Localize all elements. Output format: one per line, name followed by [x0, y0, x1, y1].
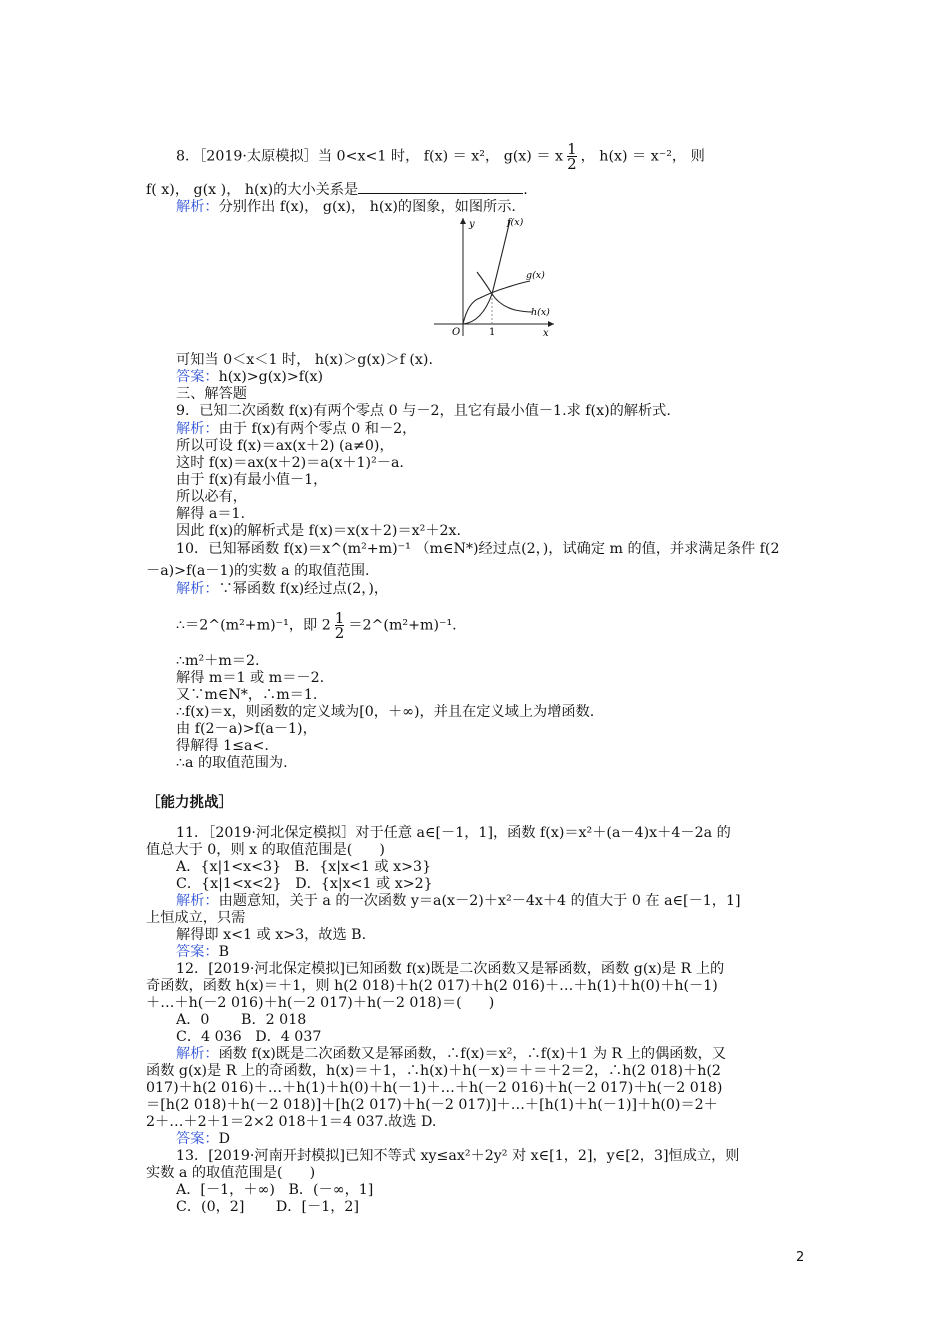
tick-1-label: 1: [489, 327, 496, 338]
q8-stem-line1: [176, 142, 705, 171]
q10-solution-line5: 又∵m∈N*，∴m＝1.: [176, 687, 318, 703]
q10-solution-line6: ∴f(x)＝x，则函数的定义域为[0，＋∞)，并且在定义域上为增函数.: [176, 704, 595, 720]
q8-text-b: ， h(x) ＝ x⁻²， 则: [580, 148, 705, 165]
q11-stem-line2: 值总大于 0，则 x 的取值范围是( ): [146, 842, 385, 858]
q13-options-cd: C．(0，2] D．[－1，2]: [176, 1199, 359, 1215]
y-axis-label: y: [469, 219, 475, 230]
q10-solution-line3: ∴m²＋m＝2.: [176, 653, 260, 669]
q12-solution-line2: 函数 g(x)是 R 上的奇函数，h(x)＝＋1，∴h(x)＋h(－x)＝＋＝＋2＝2，∴h(2 018)＋h(2: [146, 1063, 721, 1079]
q12-options-cd: C．4 036 D．4 037: [176, 1029, 322, 1045]
q12-solution-line3: 017)＋h(2 016)＋…＋h(1)＋h(0)＋h(－1)＋…＋h(－2 016)＋h(－2 017)＋h(－2 018): [146, 1080, 723, 1096]
q10-solution-line2: ∴＝2^(m²+m)⁻¹，即 2 $\frac{1}{2}$ ＝2^(m²+m)⁻¹.: [176, 609, 457, 642]
x-axis-label: x: [543, 328, 549, 339]
q10-solution-line4: 解得 m＝1 或 m＝－2.: [176, 670, 325, 686]
q9-solution-line7: 因此 f(x)的解析式是 f(x)＝x(x＋2)＝x²＋2x.: [176, 523, 462, 539]
q8-fraction: $\frac{1}{2}$: [567, 140, 577, 173]
solution-label: 解析：: [176, 581, 219, 597]
curve-f: [463, 220, 510, 324]
q11-solution-line1: 解析：由题意知，关于 a 的一次函数 y＝a(x－2)＋x²－4x＋4 的值大于 0 在 a∈[－1，1]: [176, 893, 741, 909]
q12-options-ab: A．0 B．2 018: [176, 1012, 307, 1028]
q8-answer: 答案：h(x)>g(x)>f(x): [176, 369, 324, 385]
answer-blank: [358, 180, 523, 194]
q10-stem-line2: －a)>f(a－1)的实数 a 的取值范围.: [146, 563, 370, 579]
q12-stem-line3: ＋…＋h(－2 016)＋h(－2 017)＋h(－2 018)＝( ): [146, 995, 495, 1011]
q8-text-a: 8．［2019·太原模拟］当 0<x<1 时， f(x) ＝ x²， g(x) ＝ x: [176, 148, 564, 165]
q11-solution-line2: 上恒成立，只需: [146, 910, 246, 926]
q12-solution-line5: 2＋…＋2＋1＝2×2 018＋1＝4 037.故选 D.: [146, 1114, 437, 1130]
function-graph: [430, 212, 560, 340]
q10-fraction: $\frac{1}{2}$: [334, 609, 345, 642]
q11-solution-line3: 解得即 x<1 或 x>3，故选 B.: [176, 927, 367, 943]
q11-options-cd: C．{x|1<x<2} D．{x|x<1 或 x>2}: [176, 876, 433, 892]
page-number: 2: [796, 1250, 805, 1265]
q9-solution-line4: 由于 f(x)有最小值－1，: [176, 472, 328, 488]
q11-answer: 答案：B: [176, 944, 230, 960]
q9-solution-line6: 解得 a＝1.: [176, 506, 246, 522]
solution-label: 解析：: [176, 199, 219, 215]
q12-solution-line1: 解析：函数 f(x)既是二次函数又是幂函数，∴f(x)＝x²，∴f(x)＋1 为 R 上的偶函数，又: [176, 1046, 727, 1062]
answer-label: 答案：: [176, 1131, 219, 1147]
solution-label: 解析：: [176, 421, 219, 437]
q12-stem-line2: 奇函数，函数 h(x)＝＋1，则 h(2 018)＋h(2 017)＋h(2 016)＋…＋h(1)＋h(0)＋h(－1): [146, 978, 718, 994]
q10-solution-line1: 解析：∵幂函数 f(x)经过点(2，)，: [176, 581, 389, 597]
solution-label: 解析：: [176, 893, 219, 909]
answer-label: 答案：: [176, 944, 219, 960]
q13-stem-line1: 13．[2019·河南开封模拟]已知不等式 xy≤ax²＋2y² 对 x∈[1，2]，y∈[2，3]恒成立，则: [176, 1148, 740, 1164]
q11-stem-line1: 11．［2019·河北保定模拟］对于任意 a∈[－1，1]，函数 f(x)＝x²＋(a－4)x＋4－2a 的: [176, 825, 731, 841]
h-label: h(x): [531, 307, 550, 318]
q9-stem: 9．已知二次函数 f(x)有两个零点 0 与－2，且它有最小值－1.求 f(x)的解析式.: [176, 403, 671, 419]
origin-label: O: [452, 327, 461, 338]
q13-options-ab: A．[－1，＋∞) B．(－∞，1]: [176, 1182, 374, 1198]
q10-solution-line9: ∴a 的取值范围为.: [176, 755, 288, 771]
q9-solution-line1: 解析：由于 f(x)有两个零点 0 和－2，: [176, 421, 417, 437]
q9-solution-line3: 这时 f(x)＝ax(x＋2)＝a(x＋1)²－a.: [176, 455, 404, 471]
g-label: g(x): [526, 270, 545, 281]
q12-solution-line4: ＝[h(2 018)＋h(－2 018)]＋[h(2 017)＋h(－2 017)]＋…＋[h(1)＋h(－1)]＋h(0)＝2＋: [146, 1097, 718, 1113]
q8-solution: 解析：分别作出 f(x)， g(x)， h(x)的图象，如图所示.: [176, 199, 516, 215]
curve-h: [477, 272, 532, 312]
answer-label: 答案：: [176, 369, 219, 385]
q13-stem-line2: 实数 a 的取值范围是( ): [146, 1165, 316, 1181]
q9-solution-line2: 所以可设 f(x)＝ax(x＋2) (a≠0)，: [176, 438, 394, 454]
q11-options-ab: A．{x|1<x<3} B．{x|x<1 或 x>3}: [176, 859, 432, 875]
q9-solution-line5: 所以必有，: [176, 489, 247, 505]
q8-conclusion: 可知当 0＜x＜1 时， h(x)＞g(x)＞f (x).: [176, 352, 433, 368]
q10-solution-line7: 由 f(2－a)>f(a－1)，: [176, 721, 317, 737]
curve-g: [463, 281, 530, 324]
q8-stem-line2: f( x)， g(x )， h(x)的大小关系是 .: [146, 182, 528, 198]
q12-answer: 答案：D: [176, 1131, 230, 1147]
q12-stem-line1: 12．[2019·河北保定模拟]已知函数 f(x)既是二次函数又是幂函数，函数 g(x)是 R 上的: [176, 961, 725, 977]
solution-label: 解析：: [176, 1046, 219, 1062]
f-label: f(x): [507, 217, 524, 228]
section-heading-ability: ［能力挑战］: [146, 794, 233, 811]
section-heading-3: 三、解答题: [176, 386, 247, 402]
q10-stem-line1: 10．已知幂函数 f(x)＝x^(m²+m)⁻¹ （m∈N*)经过点(2，)，试确定 m 的值，并求满足条件 f(2: [176, 541, 780, 557]
q10-solution-line8: 得解得 1≤a<.: [176, 738, 269, 754]
